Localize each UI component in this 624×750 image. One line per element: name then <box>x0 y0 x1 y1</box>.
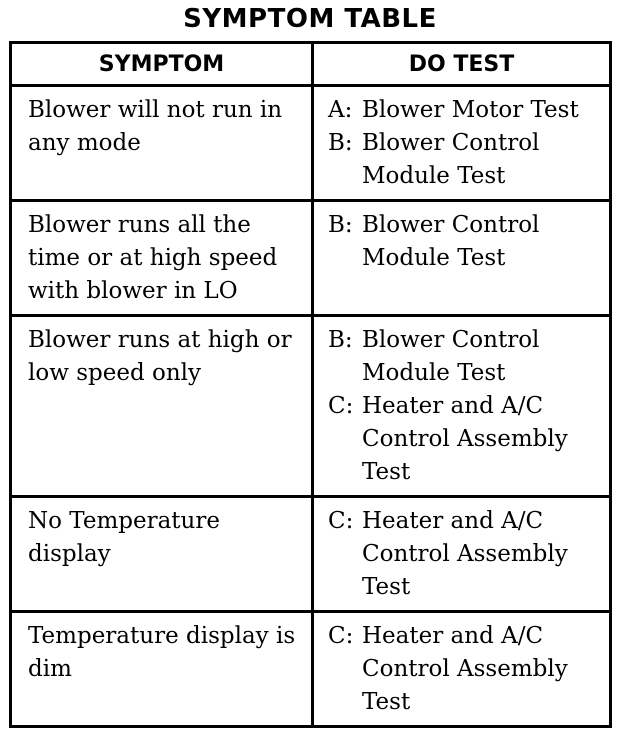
test-code: B : <box>328 127 362 160</box>
symptom-column-header: SYMPTOM <box>11 43 313 86</box>
symptom-cell: Temperature display is dim <box>11 612 313 727</box>
table-row <box>11 86 611 201</box>
test-name: Blower Control Module Test <box>362 212 540 271</box>
test-code: C : <box>328 390 362 423</box>
test-name: Blower Control Module Test <box>362 130 540 189</box>
test-entry <box>328 505 605 604</box>
do-test-cell <box>313 201 611 316</box>
do-test-cell <box>313 86 611 201</box>
symptom-cell: No Temperature display <box>11 497 313 612</box>
test-entry <box>328 94 605 127</box>
do-test-cell <box>313 316 611 497</box>
test-code: C : <box>328 505 362 538</box>
test-entry <box>328 620 605 719</box>
symptom-cell: Blower runs at high or low speed only <box>11 316 313 497</box>
test-name: Heater and A/C Control Assembly Test <box>362 508 568 600</box>
test-code: B : <box>328 324 362 357</box>
test-code: C : <box>328 620 362 653</box>
test-entry <box>328 209 605 275</box>
test-entry <box>328 127 605 193</box>
do-test-cell <box>313 497 611 612</box>
symptom-table <box>9 41 612 728</box>
table-row <box>11 497 611 612</box>
table-row <box>11 201 611 316</box>
test-name: Heater and A/C Control Assembly Test <box>362 623 568 715</box>
test-name: Blower Motor Test <box>362 97 579 123</box>
test-code: B : <box>328 209 362 242</box>
table-row <box>11 316 611 497</box>
test-entry <box>328 390 605 489</box>
test-name: Heater and A/C Control Assembly Test <box>362 393 568 485</box>
do-test-column-header: DO TEST <box>313 43 611 86</box>
test-name: Blower Control Module Test <box>362 327 540 386</box>
symptom-cell: Blower runs all the time or at high speed with blower in LO <box>11 201 313 316</box>
test-entry <box>328 324 605 390</box>
test-code: A : <box>328 94 362 127</box>
header-row <box>11 43 611 86</box>
do-test-cell <box>313 612 611 727</box>
table-title: SYMPTOM TABLE <box>183 4 437 34</box>
symptom-cell: Blower will not run in any mode <box>11 86 313 201</box>
table-row <box>11 612 611 727</box>
